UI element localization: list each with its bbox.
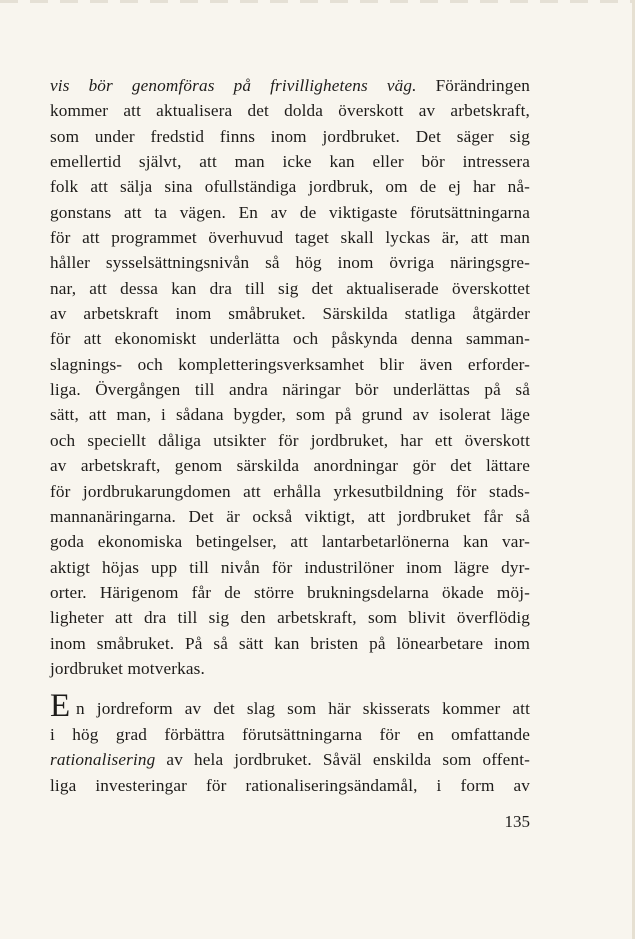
text-line: för jordbrukarungdomen att erhålla yrkesutbildning för stads- <box>50 481 530 501</box>
text-line: slagnings- och kompletteringsverksamhet blir även erforder- <box>50 354 530 374</box>
text-line: för att ekonomiskt underlätta och påskynda denna samman- <box>50 329 530 349</box>
text-line: liga. Övergången till andra näringar bör underlättas på så <box>50 380 530 400</box>
text-fragment: n jordreform av det slag som här skisserats kommer att <box>76 699 530 718</box>
text-line: i hög grad förbättra förutsättningarna för en omfattande <box>50 725 530 744</box>
page-number: 135 <box>504 812 530 831</box>
text-line: folk att sälja sina ofullständiga jordbruk, om de ej har nå- <box>50 177 530 197</box>
text-line: sätt, att man, i sådana bygder, som på grund av isolerat läge <box>50 405 530 425</box>
text-fragment: Förändringen <box>416 76 531 95</box>
text-line-last: jordbruket motverkas. <box>50 658 205 678</box>
text-line: emellertid självt, att man icke kan eller bör intressera <box>50 152 530 172</box>
italic-phrase: vis bör genomföras på frivillighetens väg. <box>50 76 417 95</box>
text-line: av arbetskraft, genom särskilda anordningar gör det lättare <box>50 456 530 476</box>
text-line: av arbetskraft inom småbruket. Särskilda statliga åtgärder <box>50 304 530 324</box>
text-line: aktigt höjas upp till nivån för industrilöner inom lägre dyr- <box>50 557 530 577</box>
text-line: mannanäringarna. Det är också viktigt, att jordbruket får så <box>50 506 530 526</box>
text-line <box>50 747 530 772</box>
text-line: för att programmet överhuvud taget skall lyckas är, att man <box>50 228 530 248</box>
text-line: som under fredstid finns inom jordbruket. Det säger sig <box>50 126 530 146</box>
text-line: goda ekonomiska betingelser, att lantarbetarlönerna kan var- <box>50 532 530 552</box>
page-top-edge <box>0 0 635 3</box>
text-line: gonstans att ta vägen. En av de viktigaste förutsättningarna <box>50 202 530 222</box>
italic-phrase: rationalisering <box>50 750 156 770</box>
text-line: ligheter att dra till sig den arbetskraft, som blivit överflödig <box>50 608 530 628</box>
text-line: liga investeringar för rationaliseringsändamål, i form av <box>50 775 530 795</box>
text-line: och speciellt dåliga utsikter för jordbruket, har ett överskott <box>50 430 530 450</box>
text-fragment: av hela jordbruket. Såväl enskilda som offent- <box>155 750 530 770</box>
text-line <box>50 73 530 98</box>
drop-cap: E <box>50 688 71 724</box>
text-line: kommer att aktualisera det dolda överskott av arbetskraft, <box>50 101 530 121</box>
text-line: nar, att dessa kan dra till sig det aktualiserade överskottet <box>50 278 530 298</box>
text-line: orter. Härigenom får de större brukningsdelarna ökade möj- <box>50 582 530 602</box>
text-line: håller sysselsättningsnivån så hög inom övriga näringsgre- <box>50 253 530 273</box>
paragraph-2 <box>50 690 530 798</box>
paragraph-1 <box>50 73 530 681</box>
text-line: inom småbruket. På så sätt kan bristen på lönearbetare inom <box>50 633 530 653</box>
text-line-first <box>50 690 530 722</box>
